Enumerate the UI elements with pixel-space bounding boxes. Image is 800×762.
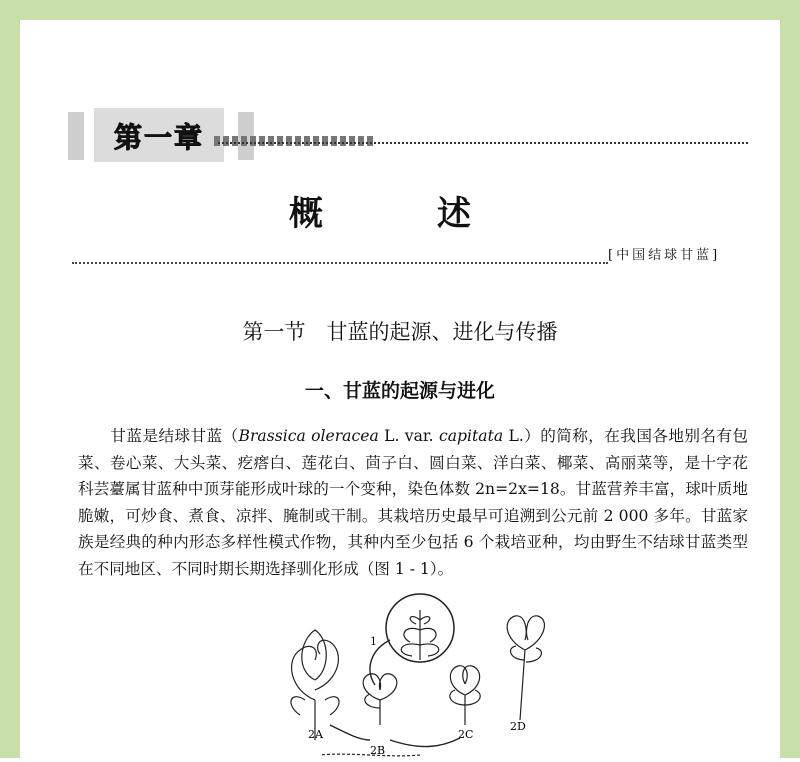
latin-variety: capitata — [439, 427, 504, 445]
figure-label-2c: 2C — [458, 728, 474, 741]
figure-label-1: 1 — [370, 635, 377, 648]
plant-illustration — [270, 590, 570, 758]
paragraph-text-3: L.）的简称，在我国各地别名有包菜、卷心菜、大头菜、疙瘩白、莲花白、茴子白、圆白菜、洋白菜、椰菜、高丽菜等，是十字花科芸薹属甘蓝种中顶芽能形成叶球的一个变种，染色体数 2n=2x=18。甘蓝营养丰富，球叶质地脆嫩，可炒食、煮食、凉拌、腌制或干制。其栽培历史最早可追溯到公元前 2 000 多年。甘蓝家族是经典的种内形态多样性模式作物，其种内至少包括 6 个栽培亚种，均由野生不结球甘蓝类型在不同地区、不同时期长期选择驯化形成（图 1 - 1）。 — [78, 427, 748, 578]
decorative-squares — [214, 136, 374, 146]
page-title: 概 述 — [289, 194, 511, 234]
paragraph-text-2: L. var. — [378, 427, 439, 445]
figure-label-2d: 2D — [510, 720, 526, 733]
body-paragraph — [78, 423, 748, 582]
section-title: 第一节 甘蓝的起源、进化与传播 — [242, 320, 558, 344]
figure-label-2a: 2A — [308, 728, 323, 741]
left-bracket-decoration — [68, 112, 92, 160]
chapter-header — [68, 108, 248, 162]
paragraph-text-1: 甘蓝是结球甘蓝（ — [110, 427, 239, 445]
latin-genus-species: Brassica oleracea — [238, 427, 379, 445]
chapter-label: 第一章 — [113, 121, 204, 154]
header-dotted-rule — [218, 142, 748, 144]
book-name-tag: [中国结球甘蓝] — [608, 248, 721, 263]
subsection-title: 一、甘蓝的起源与进化 — [304, 380, 495, 402]
title-dotted-rule — [72, 262, 608, 264]
cabbage-evolution-figure — [270, 590, 570, 758]
figure-label-2b: 2B — [370, 744, 386, 757]
